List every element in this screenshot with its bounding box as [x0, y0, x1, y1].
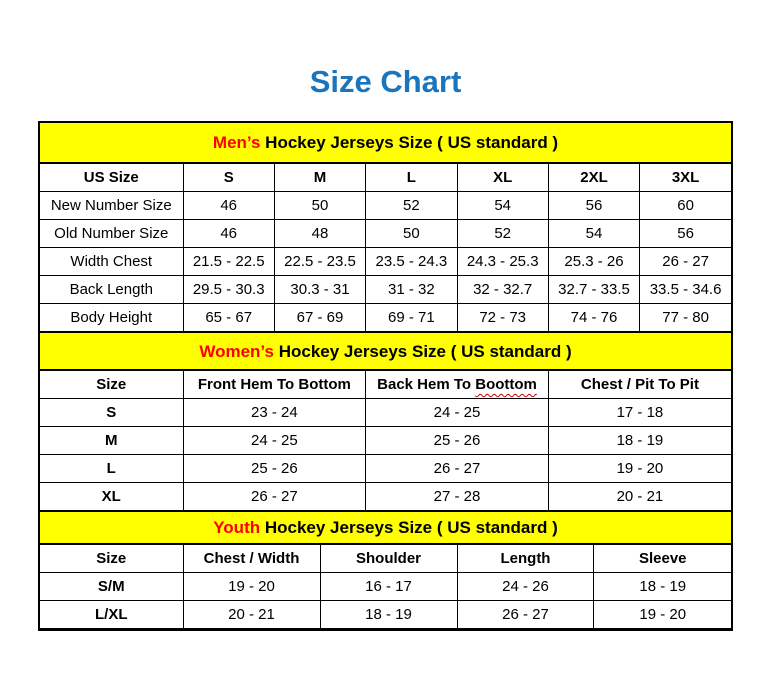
mens-column-header: L — [366, 164, 457, 192]
mens-column-header: S — [183, 164, 274, 192]
mens-size-value: 50 — [366, 220, 457, 248]
mens-data-row — [40, 276, 731, 304]
mens-size-value: 74 - 76 — [548, 304, 639, 332]
mens-row-label: New Number Size — [40, 192, 183, 220]
mens-data-row — [40, 248, 731, 276]
youth-size-value: 26 - 27 — [457, 601, 594, 629]
youth-size-value: 18 - 19 — [320, 601, 457, 629]
mens-size-value: 29.5 - 30.3 — [183, 276, 274, 304]
womens-size-value: 26 - 27 — [366, 455, 549, 483]
womens-header-row — [40, 371, 731, 399]
mens-section — [40, 123, 731, 332]
womens-row-label: L — [40, 455, 183, 483]
youth-size-value: 19 - 20 — [183, 573, 320, 601]
youth-size-value: 20 - 21 — [183, 601, 320, 629]
womens-size-value: 27 - 28 — [366, 483, 549, 511]
mens-size-value: 32 - 32.7 — [457, 276, 548, 304]
womens-size-value: 24 - 25 — [366, 399, 549, 427]
mens-data-row — [40, 192, 731, 220]
mens-size-value: 72 - 73 — [457, 304, 548, 332]
youth-size-value: 24 - 26 — [457, 573, 594, 601]
youth-column-header: Shoulder — [320, 545, 457, 573]
womens-column-header: Back Hem To Boottom — [366, 371, 549, 399]
mens-size-value: 54 — [548, 220, 639, 248]
youth-column-header: Length — [457, 545, 594, 573]
womens-size-value: 25 - 26 — [366, 427, 549, 455]
womens-size-value: 20 - 21 — [548, 483, 731, 511]
size-chart — [38, 121, 733, 631]
mens-size-value: 52 — [457, 220, 548, 248]
youth-column-header: Size — [40, 545, 183, 573]
mens-size-value: 31 - 32 — [366, 276, 457, 304]
womens-size-value: 23 - 24 — [183, 399, 366, 427]
womens-heading-text: Hockey Jerseys Size ( US standard ) — [273, 341, 572, 361]
womens-row-label: M — [40, 427, 183, 455]
mens-column-header: XL — [457, 164, 548, 192]
mens-size-value: 50 — [274, 192, 365, 220]
mens-section-heading — [40, 123, 731, 163]
womens-size-value: 24 - 25 — [183, 427, 366, 455]
womens-column-header: Size — [40, 371, 183, 399]
mens-column-header: US Size — [40, 164, 183, 192]
womens-size-value: 25 - 26 — [183, 455, 366, 483]
youth-row-label: L/XL — [40, 601, 183, 629]
mens-size-value: 48 — [274, 220, 365, 248]
womens-size-value: 17 - 18 — [548, 399, 731, 427]
mens-size-value: 22.5 - 23.5 — [274, 248, 365, 276]
womens-section-heading — [40, 332, 731, 370]
mens-size-value: 60 — [640, 192, 731, 220]
womens-data-row — [40, 483, 731, 511]
womens-row-label: XL — [40, 483, 183, 511]
womens-data-row — [40, 399, 731, 427]
mens-size-value: 26 - 27 — [640, 248, 731, 276]
womens-size-value: 18 - 19 — [548, 427, 731, 455]
womens-data-row — [40, 427, 731, 455]
mens-column-header: M — [274, 164, 365, 192]
youth-size-value: 19 - 20 — [594, 601, 731, 629]
youth-heading-red-word: Youth — [213, 518, 261, 537]
mens-data-row — [40, 220, 731, 248]
womens-section — [40, 332, 731, 511]
youth-row-label: S/M — [40, 573, 183, 601]
misspelled-word: Boottom — [475, 376, 537, 393]
womens-size-table — [40, 370, 731, 511]
mens-column-header: 3XL — [640, 164, 731, 192]
mens-size-value: 32.7 - 33.5 — [548, 276, 639, 304]
mens-size-value: 21.5 - 22.5 — [183, 248, 274, 276]
mens-size-value: 30.3 - 31 — [274, 276, 365, 304]
mens-size-value: 24.3 - 25.3 — [457, 248, 548, 276]
mens-size-value: 69 - 71 — [366, 304, 457, 332]
mens-size-value: 46 — [183, 220, 274, 248]
womens-column-header: Chest / Pit To Pit — [548, 371, 731, 399]
womens-column-header: Front Hem To Bottom — [183, 371, 366, 399]
womens-size-value: 19 - 20 — [548, 455, 731, 483]
youth-column-header: Chest / Width — [183, 545, 320, 573]
mens-size-value: 25.3 - 26 — [548, 248, 639, 276]
mens-size-value: 46 — [183, 192, 274, 220]
womens-row-label: S — [40, 399, 183, 427]
mens-heading-text: Hockey Jerseys Size ( US standard ) — [260, 133, 559, 152]
mens-size-value: 67 - 69 — [274, 304, 365, 332]
mens-size-value: 56 — [548, 192, 639, 220]
youth-section — [40, 511, 731, 629]
mens-column-header: 2XL — [548, 164, 639, 192]
youth-size-value: 18 - 19 — [594, 573, 731, 601]
youth-section-heading — [40, 511, 731, 544]
youth-size-value: 16 - 17 — [320, 573, 457, 601]
mens-header-row — [40, 164, 731, 192]
womens-heading-red-word: Women’s — [199, 341, 274, 361]
womens-data-row — [40, 455, 731, 483]
mens-heading-red-word: Men’s — [212, 133, 261, 152]
mens-size-value: 54 — [457, 192, 548, 220]
womens-size-value: 26 - 27 — [183, 483, 366, 511]
mens-row-label: Body Height — [40, 304, 183, 332]
mens-data-row — [40, 304, 731, 332]
mens-size-value: 77 - 80 — [640, 304, 731, 332]
mens-row-label: Back Length — [40, 276, 183, 304]
mens-row-label: Width Chest — [40, 248, 183, 276]
youth-size-table — [40, 544, 731, 629]
mens-size-value: 52 — [366, 192, 457, 220]
mens-size-value: 23.5 - 24.3 — [366, 248, 457, 276]
mens-row-label: Old Number Size — [40, 220, 183, 248]
youth-column-header: Sleeve — [594, 545, 731, 573]
youth-header-row — [40, 545, 731, 573]
mens-size-table — [40, 163, 731, 332]
youth-data-row — [40, 573, 731, 601]
mens-size-value: 65 - 67 — [183, 304, 274, 332]
youth-data-row — [40, 601, 731, 629]
mens-size-value: 33.5 - 34.6 — [640, 276, 731, 304]
mens-size-value: 56 — [640, 220, 731, 248]
youth-heading-text: Hockey Jerseys Size ( US standard ) — [260, 518, 558, 537]
page-title: Size Chart — [309, 64, 462, 99]
